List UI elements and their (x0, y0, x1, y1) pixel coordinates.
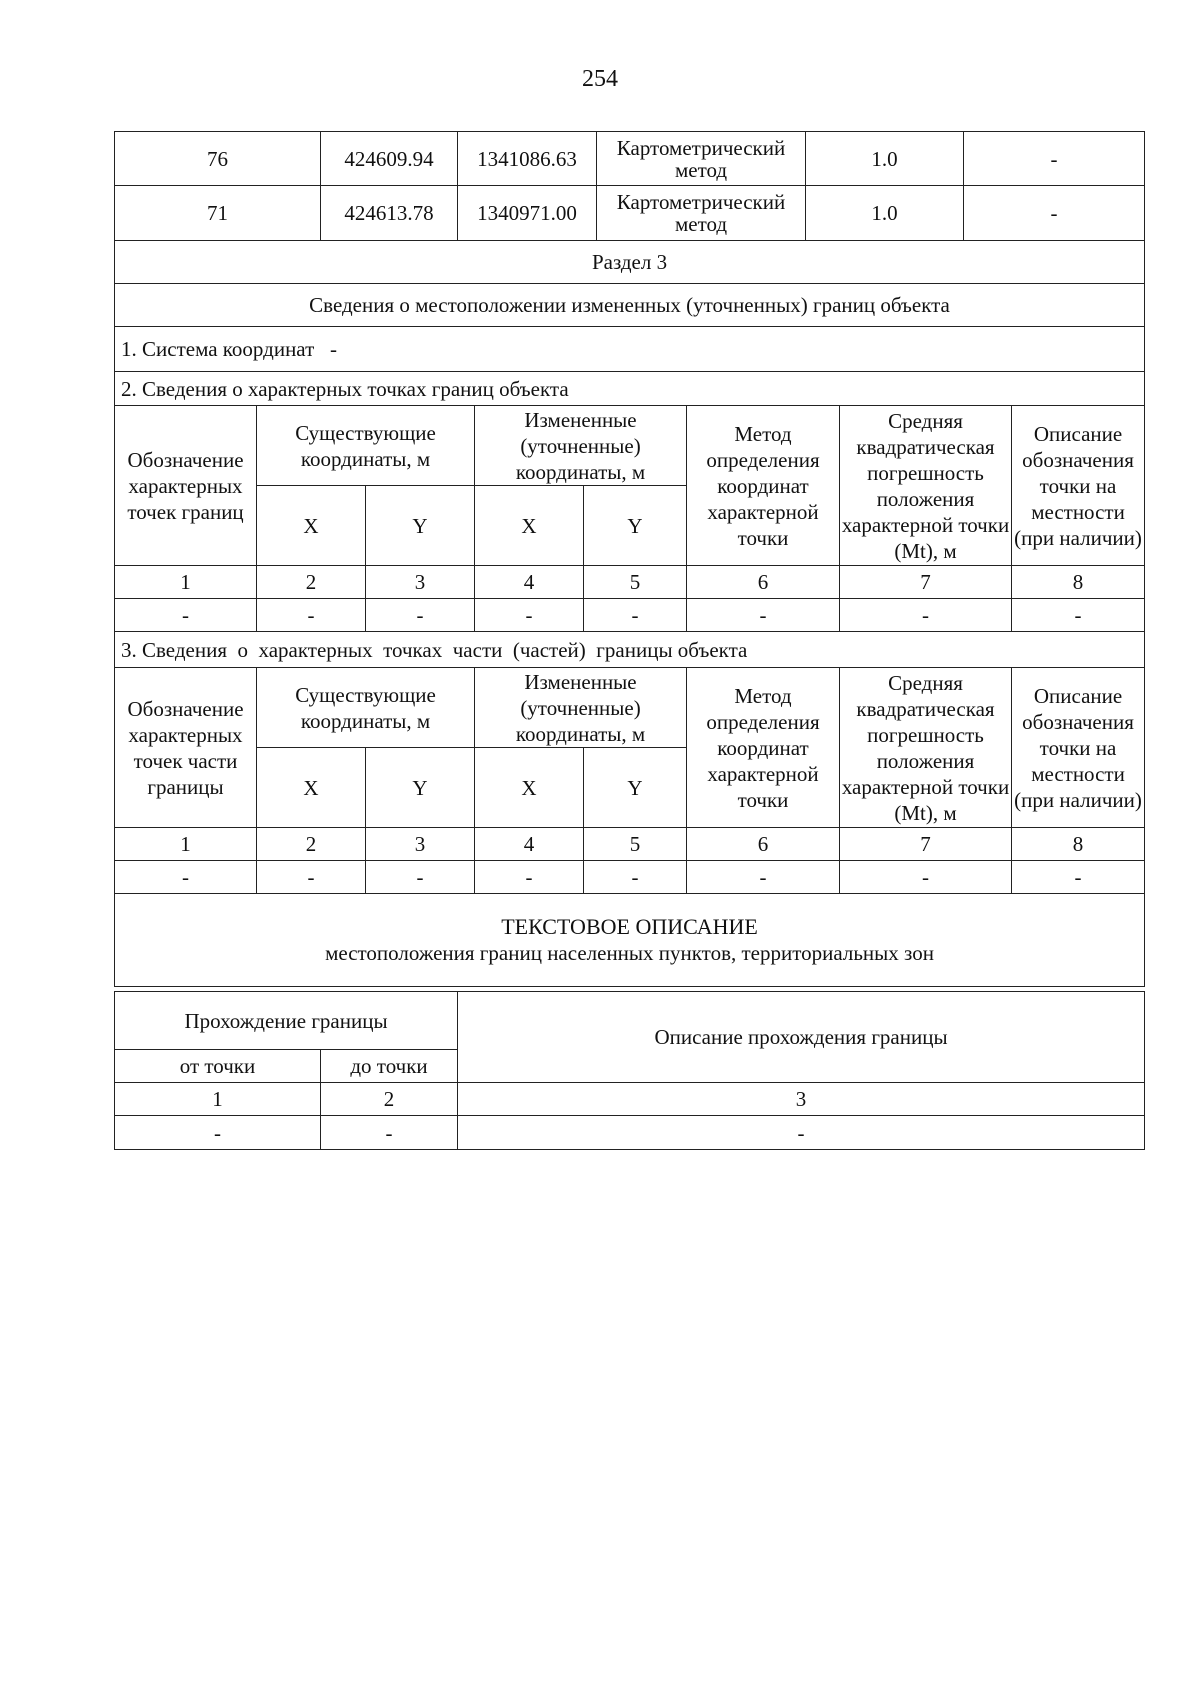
col-number: 2 (321, 1083, 458, 1116)
header-x: X (475, 486, 584, 566)
cell: - (366, 861, 475, 894)
col-number: 7 (840, 566, 1012, 599)
cell: - (475, 861, 584, 894)
cell: - (1012, 861, 1145, 894)
coord-x: 424609.94 (321, 132, 458, 186)
cell: - (257, 599, 366, 632)
description: - (964, 132, 1145, 186)
page-number: 254 (582, 66, 618, 92)
col-number: 7 (840, 828, 1012, 861)
table-row (115, 599, 1145, 632)
cell: - (840, 599, 1012, 632)
table-row (115, 132, 1145, 186)
section-3-table (114, 240, 1145, 987)
text-description-block (115, 894, 1145, 987)
header-y: Y (584, 748, 687, 828)
column-numbers-row (115, 566, 1145, 599)
header-designation: Обозначение характерных точек части границы (115, 668, 257, 828)
header-x: X (257, 486, 366, 566)
col-number: 8 (1012, 828, 1145, 861)
column-numbers-row (115, 828, 1145, 861)
col-number: 1 (115, 566, 257, 599)
header-to-point: до точки (321, 1050, 458, 1083)
col-number: 2 (257, 828, 366, 861)
header-from-point: от точки (115, 1050, 321, 1083)
coord-y: 1340971.00 (458, 186, 597, 241)
accuracy: 1.0 (806, 186, 964, 241)
header-method: Метод определения координат характерной точки (687, 668, 840, 828)
header-existing: Существующие координаты, м (257, 668, 475, 748)
header-existing: Существующие координаты, м (257, 406, 475, 486)
col-number: 4 (475, 828, 584, 861)
point-id: 76 (115, 132, 321, 186)
header-designation: Обозначение характерных точек границ (115, 406, 257, 566)
cell: - (475, 599, 584, 632)
cell: - (257, 861, 366, 894)
cell: - (584, 599, 687, 632)
column-numbers-row (115, 1083, 1145, 1116)
header-description: Описание обозначения точки на местности (при наличии) (1012, 406, 1145, 566)
header-y: Y (584, 486, 687, 566)
col-number: 5 (584, 566, 687, 599)
header-passage-description: Описание прохождения границы (458, 992, 1145, 1083)
col-number: 6 (687, 828, 840, 861)
header-method: Метод определения координат характерной точки (687, 406, 840, 566)
coordinates-table (114, 131, 1145, 241)
cell: - (115, 1116, 321, 1150)
col-number: 3 (366, 828, 475, 861)
col-number: 1 (115, 1083, 321, 1116)
col-number: 6 (687, 566, 840, 599)
header-x: X (257, 748, 366, 828)
header-changed: Измененные (уточненные) координаты, м (475, 668, 687, 748)
col-number: 1 (115, 828, 257, 861)
col-number: 3 (458, 1083, 1145, 1116)
table-row (115, 1116, 1145, 1150)
header-accuracy: Средняя квадратическая погрешность положения характерной точки (Mt), м (840, 406, 1012, 566)
parts-heading: 3. Сведения о характерных точках части (частей) границы объекта (115, 632, 1145, 668)
col-number: 5 (584, 828, 687, 861)
description: - (964, 186, 1145, 241)
cell: - (687, 861, 840, 894)
cell: - (115, 599, 257, 632)
section-subtitle: Сведения о местоположении измененных (уточненных) границ объекта (115, 284, 1145, 327)
boundary-passage-table (114, 991, 1145, 1150)
coord-x: 424613.78 (321, 186, 458, 241)
cell: - (115, 861, 257, 894)
points-heading: 2. Сведения о характерных точках границ объекта (115, 372, 1145, 406)
header-x: X (475, 748, 584, 828)
col-number: 8 (1012, 566, 1145, 599)
header-y: Y (366, 748, 475, 828)
coord-y: 1341086.63 (458, 132, 597, 186)
method: Картометрический метод (597, 186, 806, 241)
col-number: 2 (257, 566, 366, 599)
table-row (115, 186, 1145, 241)
header-changed: Измененные (уточненные) координаты, м (475, 406, 687, 486)
cell: - (366, 599, 475, 632)
cell: - (1012, 599, 1145, 632)
cell: - (840, 861, 1012, 894)
cell: - (687, 599, 840, 632)
accuracy: 1.0 (806, 132, 964, 186)
cell: - (458, 1116, 1145, 1150)
point-id: 71 (115, 186, 321, 241)
coord-system: 1. Система координат - (115, 327, 1145, 372)
header-accuracy: Средняя квадратическая погрешность положения характерной точки (Mt), м (840, 668, 1012, 828)
cell: - (321, 1116, 458, 1150)
text-description-title: ТЕКСТОВОЕ ОПИСАНИЕ (501, 914, 758, 939)
header-passage: Прохождение границы (115, 992, 458, 1050)
section-title: Раздел 3 (115, 241, 1145, 284)
cell: - (584, 861, 687, 894)
col-number: 3 (366, 566, 475, 599)
method: Картометрический метод (597, 132, 806, 186)
header-description: Описание обозначения точки на местности (при наличии) (1012, 668, 1145, 828)
text-description-subtitle: местоположения границ населенных пунктов, территориальных зон (325, 941, 934, 965)
header-y: Y (366, 486, 475, 566)
col-number: 4 (475, 566, 584, 599)
table-row (115, 861, 1145, 894)
